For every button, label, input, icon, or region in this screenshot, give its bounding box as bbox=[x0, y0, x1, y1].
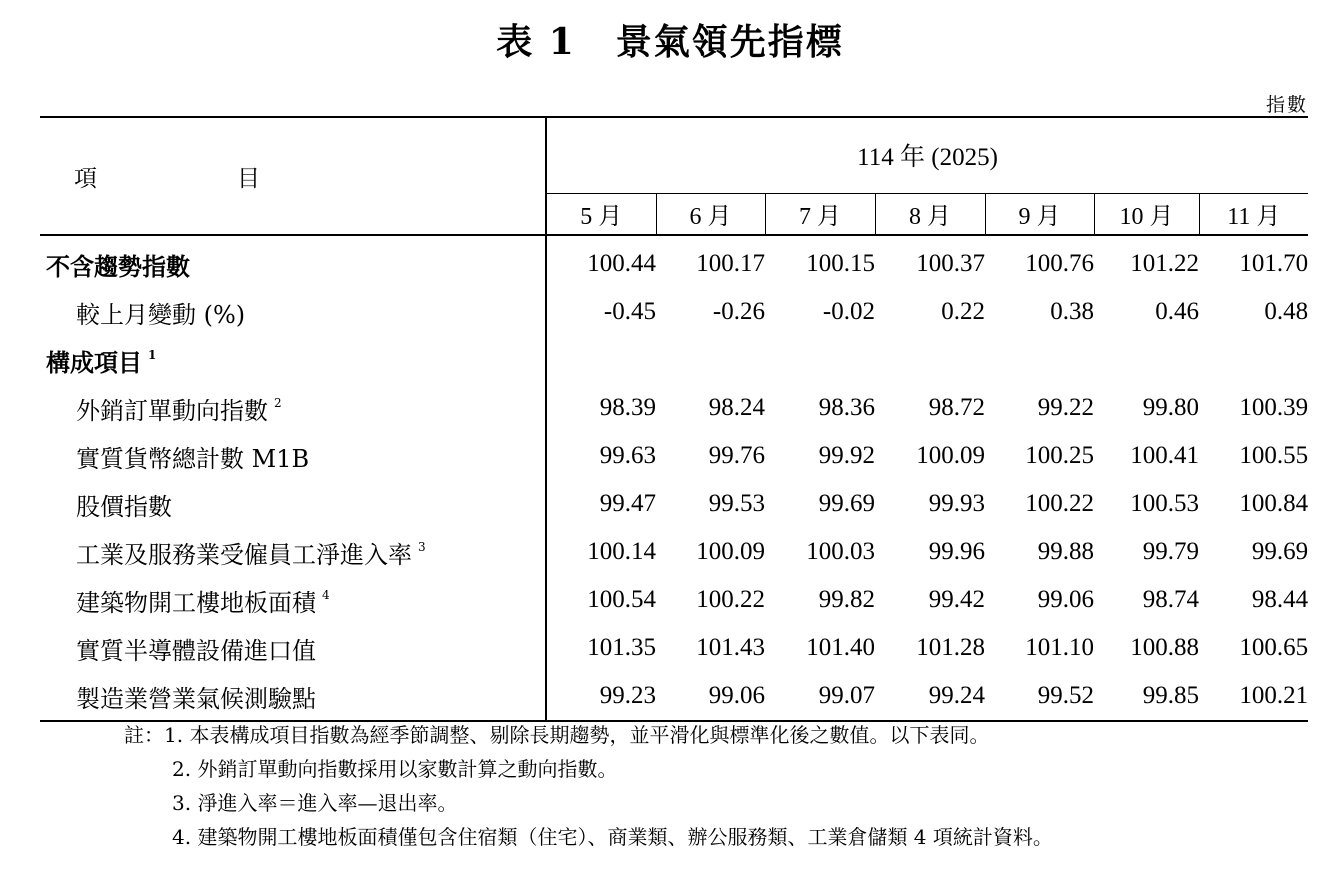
cell-value: 100.84 bbox=[1239, 490, 1309, 517]
table-row bbox=[40, 624, 1308, 672]
row-label: 較上月變動 (%) bbox=[40, 288, 546, 336]
row-label: 建築物開工樓地板面積 bbox=[76, 588, 316, 617]
footnote: 註：1. 本表構成項目指數為經季節調整、剔除長期趨勢，並平滑化與標準化後之數值。以下表同。 bbox=[124, 723, 990, 747]
cell-value: 101.35 bbox=[587, 634, 656, 661]
cell-value: 99.80 bbox=[1142, 394, 1199, 421]
table-row bbox=[40, 528, 1308, 576]
cell-value: 100.37 bbox=[916, 250, 985, 277]
table-row bbox=[40, 384, 1308, 432]
row-label-group bbox=[40, 336, 546, 384]
row-label: 不含趨勢指數 bbox=[40, 235, 546, 288]
table-row bbox=[40, 432, 1308, 480]
cell-value: 100.39 bbox=[1239, 394, 1309, 421]
cell-value: 101.43 bbox=[696, 634, 765, 661]
month-header: 5 月 bbox=[546, 193, 656, 235]
cell-value: 100.15 bbox=[806, 250, 875, 277]
cell-value: 101.22 bbox=[1130, 250, 1199, 277]
table-row bbox=[40, 336, 1308, 384]
footnotes bbox=[124, 718, 1053, 854]
footnote: 3. 淨進入率＝進入率—退出率。 bbox=[172, 791, 458, 815]
footnote: 2. 外銷訂單動向指數採用以家數計算之動向指數。 bbox=[172, 757, 618, 781]
table-row bbox=[40, 235, 1308, 288]
row-label: 構成項目 bbox=[46, 347, 142, 377]
cell-value: 100.22 bbox=[1025, 490, 1094, 517]
cell-value: 98.36 bbox=[818, 394, 875, 421]
cell-value: 98.72 bbox=[928, 394, 985, 421]
cell-value: 99.88 bbox=[1037, 538, 1094, 565]
footnote-marker: 2 bbox=[274, 395, 282, 410]
indicator-table bbox=[40, 116, 1308, 722]
cell-value: 99.63 bbox=[599, 442, 656, 469]
cell-value: 98.74 bbox=[1142, 586, 1199, 613]
table-row bbox=[40, 480, 1308, 528]
cell-value: 100.03 bbox=[806, 538, 875, 565]
cell-value: 99.06 bbox=[656, 672, 765, 721]
cell-value: 99.52 bbox=[985, 672, 1094, 721]
cell-value: 100.44 bbox=[587, 250, 656, 277]
row-label: 工業及服務業受僱員工淨進入率 bbox=[76, 540, 412, 569]
footnote-marker: 3 bbox=[418, 539, 426, 554]
footnote-marker: 4 bbox=[322, 587, 330, 602]
cell-value: 100.54 bbox=[587, 586, 656, 613]
cell-value: 99.47 bbox=[599, 490, 656, 517]
month-header: 10 月 bbox=[1094, 193, 1199, 235]
cell-value: 99.22 bbox=[1037, 394, 1094, 421]
month-header: 7 月 bbox=[765, 193, 875, 235]
cell-value: 100.22 bbox=[696, 586, 765, 613]
cell-value: 100.17 bbox=[696, 250, 765, 277]
row-label-group bbox=[40, 384, 546, 432]
cell-value: 100.09 bbox=[916, 442, 985, 469]
row-label: 實質半導體設備進口值 bbox=[40, 624, 546, 672]
cell-value: 0.46 bbox=[1155, 298, 1199, 325]
year-header: 114 年 (2025) bbox=[546, 117, 1308, 193]
month-header: 11 月 bbox=[1199, 193, 1308, 235]
item-header-right: 目 bbox=[237, 165, 260, 192]
cell-value: 99.07 bbox=[765, 672, 875, 721]
cell-value: 99.06 bbox=[1037, 586, 1094, 613]
table-title-text: 景氣領先指標 bbox=[615, 21, 844, 63]
item-header-left: 項 bbox=[74, 165, 97, 192]
table-row bbox=[40, 288, 1308, 336]
cell-value: 101.10 bbox=[1025, 634, 1094, 661]
cell-value: 99.23 bbox=[546, 672, 656, 721]
month-header: 6 月 bbox=[656, 193, 765, 235]
row-label: 製造業營業氣候測驗點 bbox=[40, 672, 546, 721]
cell-value: 0.48 bbox=[1264, 298, 1309, 325]
cell-value: 99.96 bbox=[928, 538, 985, 565]
item-column-header bbox=[40, 117, 546, 235]
cell-value: 100.41 bbox=[1130, 442, 1199, 469]
unit-label: 指數 bbox=[1265, 94, 1308, 116]
month-header: 8 月 bbox=[875, 193, 985, 235]
cell-value: 99.93 bbox=[928, 490, 985, 517]
cell-value: 99.42 bbox=[928, 586, 985, 613]
table-row bbox=[40, 672, 1308, 721]
cell-value: 100.88 bbox=[1130, 634, 1199, 661]
cell-value: 99.69 bbox=[818, 490, 875, 517]
cell-value: 100.25 bbox=[1025, 442, 1094, 469]
cell-value: 100.53 bbox=[1130, 490, 1199, 517]
footnote-marker: 1 bbox=[148, 347, 157, 362]
cell-value: 99.76 bbox=[708, 442, 765, 469]
row-label-group bbox=[40, 576, 546, 624]
cell-value: 100.09 bbox=[696, 538, 765, 565]
cell-value: 100.76 bbox=[1025, 250, 1094, 277]
cell-value: 0.38 bbox=[1050, 298, 1094, 325]
row-label-group bbox=[40, 528, 546, 576]
footnote: 4. 建築物開工樓地板面積僅包含住宿類（住宅）、商業類、辦公服務類、工業倉儲類 4 項統計資料。 bbox=[172, 825, 1053, 849]
table-title bbox=[0, 14, 1340, 65]
table-row bbox=[40, 576, 1308, 624]
table-number: 表 1 bbox=[496, 21, 576, 63]
cell-value: -0.26 bbox=[712, 298, 765, 325]
cell-value: 100.55 bbox=[1239, 442, 1309, 469]
cell-value: 98.24 bbox=[708, 394, 765, 421]
cell-value: 98.44 bbox=[1251, 586, 1309, 613]
row-label: 股價指數 bbox=[40, 480, 546, 528]
cell-value: 101.28 bbox=[916, 634, 985, 661]
cell-value: 100.21 bbox=[1199, 672, 1308, 721]
cell-value: 100.65 bbox=[1239, 634, 1309, 661]
cell-value: 99.53 bbox=[708, 490, 765, 517]
cell-value: 99.79 bbox=[1142, 538, 1199, 565]
row-label: 實質貨幣總計數 M1B bbox=[40, 432, 546, 480]
cell-value: -0.02 bbox=[822, 298, 875, 325]
cell-value: 99.92 bbox=[818, 442, 875, 469]
row-label: 外銷訂單動向指數 bbox=[76, 396, 268, 425]
cell-value: 99.69 bbox=[1251, 538, 1309, 565]
month-header: 9 月 bbox=[985, 193, 1094, 235]
cell-value: 0.22 bbox=[941, 298, 985, 325]
cell-value: 101.70 bbox=[1239, 250, 1309, 277]
cell-value: 99.85 bbox=[1094, 672, 1199, 721]
cell-value: 100.14 bbox=[587, 538, 656, 565]
cell-value: -0.45 bbox=[603, 298, 656, 325]
cell-value: 101.40 bbox=[806, 634, 875, 661]
cell-value: 99.82 bbox=[818, 586, 875, 613]
cell-value: 98.39 bbox=[599, 394, 656, 421]
cell-value: 99.24 bbox=[875, 672, 985, 721]
